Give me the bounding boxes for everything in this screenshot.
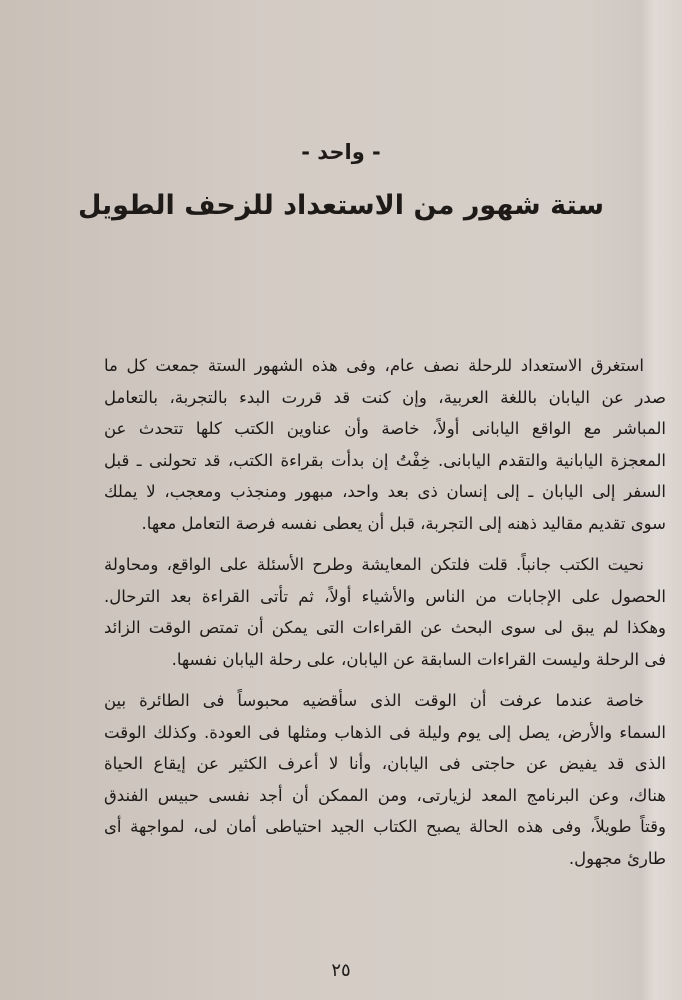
text-line: خاصة عندما عرفت أن الوقت الذى سأقضيه محبوساً فى الطائرة بين bbox=[104, 691, 644, 710]
text-line: فى الرحلة وليست القراءات السابقة عن اليابان، على رحلة اليابان نفسها. bbox=[171, 649, 666, 669]
text-line: السماء والأرض، يصل إلى يوم وليلة فى الذهاب ومثلها فى العودة. وكذلك الوقت bbox=[104, 722, 666, 742]
chapter-body bbox=[104, 350, 666, 884]
text-line: نحيت الكتب جانباً. قلت فلتكن المعايشة وطرح الأسئلة على الواقع، ومحاولة bbox=[104, 555, 644, 574]
chapter-number: - واحد - bbox=[301, 140, 381, 164]
text-line: السفر إلى اليابان ـ إلى إنسان ذى بعد واحد، مبهور ومنجذب ومعجب، لا يملك bbox=[104, 482, 666, 501]
text-line: صدر عن اليابان باللغة العربية، وإن كنت قد قررت البدء بالتجربة، بالتعامل bbox=[104, 387, 666, 407]
text-line: هناك، وعن البرنامج المعد لزيارتى، ومن الممكن أن أجد نفسى حبيس الفندق bbox=[104, 785, 666, 805]
text-line: المعجزة اليابانية والتقدم اليابانى. خِفْتُ إن بدأت بقراءة الكتب، قد تحولنى ـ قبل bbox=[104, 450, 666, 470]
text-line: طارئ مجهول. bbox=[568, 848, 666, 868]
text-line: المباشر مع الواقع اليابانى أولاً، خاصة وأن عناوين الكتب كلها تتحدث عن bbox=[104, 419, 666, 438]
text-line: وهكذا لم يبق لى سوى البحث عن القراءات التى يمكن أن تمتص الوقت الزائد bbox=[104, 618, 666, 637]
paragraph bbox=[104, 350, 666, 539]
paragraph bbox=[104, 549, 666, 675]
text-line: الحصول على الإجابات من الناس والأشياء أولاً، ثم تأتى القراءة بعد الترحال. bbox=[104, 586, 666, 606]
text-line: سوى تقديم مقاليد ذهنه إلى التجربة، قبل أن يعطى نفسه فرصة التعامل معها. bbox=[141, 513, 666, 533]
text-line: استغرق الاستعداد للرحلة نصف عام، وفى هذه الشهور الستة جمعت كل ما bbox=[104, 356, 644, 375]
chapter-title: ستة شهور من الاستعداد للزحف الطويل bbox=[77, 190, 605, 221]
text-line: الذى قد يفيض عن حاجتى فى اليابان، وأنا لا أعرف الكثير عن إيقاع الحياة bbox=[104, 754, 666, 773]
paragraph bbox=[104, 685, 666, 874]
text-line: وقتاً طويلاً، وفى هذه الحالة يصبح الكتاب الجيد احتياطى أمان لى، لمواجهة أى bbox=[104, 817, 666, 836]
page-number: ٢٥ bbox=[331, 960, 351, 981]
